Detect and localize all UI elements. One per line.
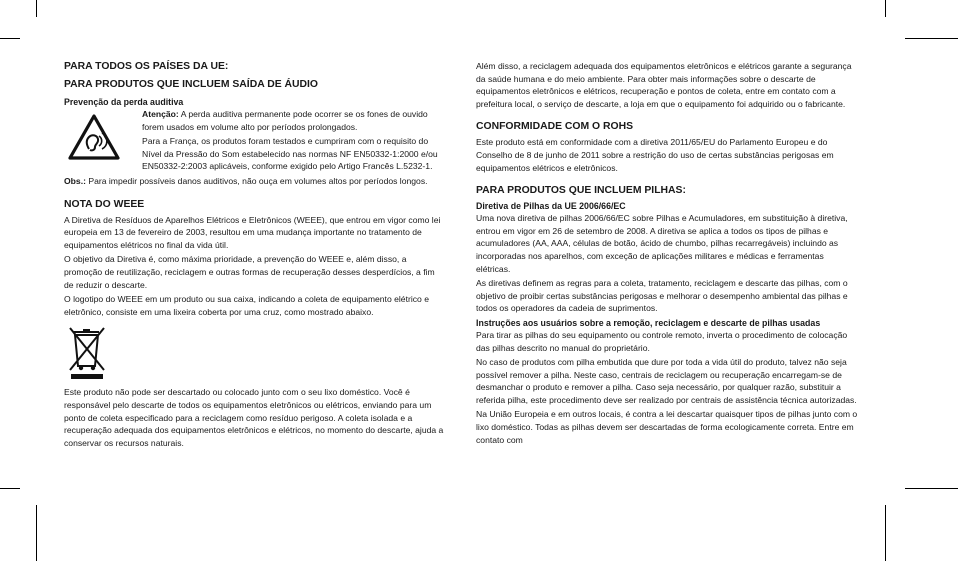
crop-mark — [885, 0, 886, 17]
attention-label: Atenção: — [142, 109, 179, 119]
hearing-warning-text — [142, 108, 446, 175]
obs-text: Para impedir possíveis danos auditivos, não ouça em volumes altos por períodos longos. — [85, 175, 428, 186]
batteries-paragraph-1: Uma nova diretiva de pilhas 2006/66/EC sobre Pilhas e Acumuladores, em substituição à diretiva, entrou em vigor em 26 de setembro de 2008. A diretiva se aplica a todos os tipos de pilhas e acumuladores (AA, AAA, células de botão, ácido de chumbo, pilhas recarregáveis) incluindo as incorporadas nos aparelhos, com exceção de aplicações militares e médicas e ferramentas elétricas. — [476, 213, 848, 274]
crop-mark — [36, 505, 37, 561]
obs-label: Obs.: — [64, 175, 86, 186]
instructions-paragraph-1: Para tirar as pilhas do seu equipamento ou controle remoto, inverta o procedimento de colocação das pilhas descrito no manual do proprietário. — [476, 329, 848, 353]
attention-text: A perda auditiva permanente pode ocorrer se os fones de ouvido forem usados em volume alto por períodos prolongados. — [142, 109, 428, 132]
crop-mark — [885, 505, 886, 561]
rohs-paragraph: Este produto está em conformidade com a diretiva 2011/65/EU do Parlamento Europeu e do Conselho de 8 de junho de 2011 sobre a restrição do uso de certas substâncias perigosas em equipamentos elétricos e eletrônicos. — [476, 137, 834, 173]
crop-mark — [0, 38, 20, 39]
weee-paragraph-2: O objetivo da Diretiva é, como máxima prioridade, a prevenção do WEEE e, além disso, a promoção de reutilização, reciclagem e outras formas de recuperação desses desperdícios, a fim de reduzir o descarte. — [64, 254, 435, 290]
right-column — [476, 60, 860, 448]
eu-heading: PARA TODOS OS PAÍSES DA UE: — [64, 61, 229, 72]
hearing-warning — [64, 108, 446, 175]
left-column — [64, 60, 446, 451]
batteries-paragraph-2: As diretivas definem as regras para a coleta, tratamento, reciclagem e descarte das pilhas, com o objetivo de proibir certas substâncias perigosas e melhorar o desempenho ambiental das pilhas e todos os operadores da cadeia de suprimentos. — [476, 278, 848, 314]
hearing-title: Prevenção da perda auditiva — [64, 97, 184, 107]
weee-paragraph-3: O logotipo do WEEE em um produto ou sua caixa, indicando a coleta de equipamento elétrico e eletrônico, consiste em uma lixeira coberta por uma cruz, como mostrado abaixo. — [64, 294, 429, 317]
weee-paragraph-4: Este produto não pode ser descartado ou colocado junto com o seu lixo doméstico. Você é responsável pelo descarte de todos os equipamentos eletrônicos ou elétricos, enviando para um ponto de coleta especificado para a reciclagem como resíduo perigoso. A coleta isolada e a recuperação adequada dos equipamentos eletrônicos e elétricos, no momento do descarte, ajuda a conservar os recursos naturais. — [64, 387, 444, 448]
crop-mark — [905, 488, 958, 489]
batteries-heading: PARA PRODUTOS QUE INCLUEM PILHAS: — [476, 185, 686, 197]
weee-heading: NOTA DO WEEE — [64, 198, 145, 210]
hearing-warning-icon — [68, 114, 120, 160]
batteries-directive-title: Diretiva de Pilhas da UE 2006/66/EC — [476, 201, 626, 212]
crop-mark — [905, 38, 958, 39]
instructions-heading: Instruções aos usuários sobre a remoção, reciclagem e descarte de pilhas usadas — [476, 317, 821, 328]
crop-mark — [36, 0, 37, 17]
weee-crossed-bin-icon — [68, 326, 106, 380]
instructions-paragraph-3: Na União Europeia e em outros locais, é contra a lei descartar quaisquer tipos de pilhas junto com o lixo doméstico. Todas as pilhas devem ser descartadas de forma ecologicamente correta. Entre em contato com — [476, 409, 858, 445]
recycling-paragraph: Além disso, a reciclagem adequada dos equipamentos eletrônicos e elétricos garante a segurança da saúde humana e do meio ambiente. Para obter mais informações sobre o descarte de equipamentos eletrônicos e elétricos, recuperação e pontos de coleta, entre em contato com a prefeitura local, o serviço de descarte, a loja em que o equipamento foi adquirido ou o fabricante. — [476, 61, 852, 109]
instructions-paragraph-2: No caso de produtos com pilha embutida que dure por toda a vida útil do produto, talvez não seja possível remover a pilha. Neste caso, centrais de reciclagem ou recuperação encarregam-se de desmanchar o produto e remover a pilha. Caso seja necessário, por qualquer razão, substituir a referida pilha, este procedimento deve ser realizado por centrais de assistência técnica autorizadas. — [476, 357, 857, 405]
audio-heading: PARA PRODUTOS QUE INCLUEM SAÍDA DE ÁUDIO — [64, 79, 319, 90]
france-text: Para a França, os produtos foram testados e cumpriram com o requisito do Nível da Pressão do Som estabelecido nas normas NF EN50332-1:2000 e/ou EN50332-2:2003 aplicáveis, conforme exigido pelo Artigo Francês L.5232-1. — [142, 136, 438, 172]
crop-mark — [0, 488, 20, 489]
weee-paragraph-1: A Diretiva de Resíduos de Aparelhos Elétricos e Eletrônicos (WEEE), que entrou em vigor como lei europeia em 13 de fevereiro de 2003, resultou em uma mudança importante no tratamento de equipamentos elétricos no final da vida útil. — [64, 214, 441, 250]
rohs-heading: CONFORMIDADE COM O ROHS — [476, 121, 634, 133]
